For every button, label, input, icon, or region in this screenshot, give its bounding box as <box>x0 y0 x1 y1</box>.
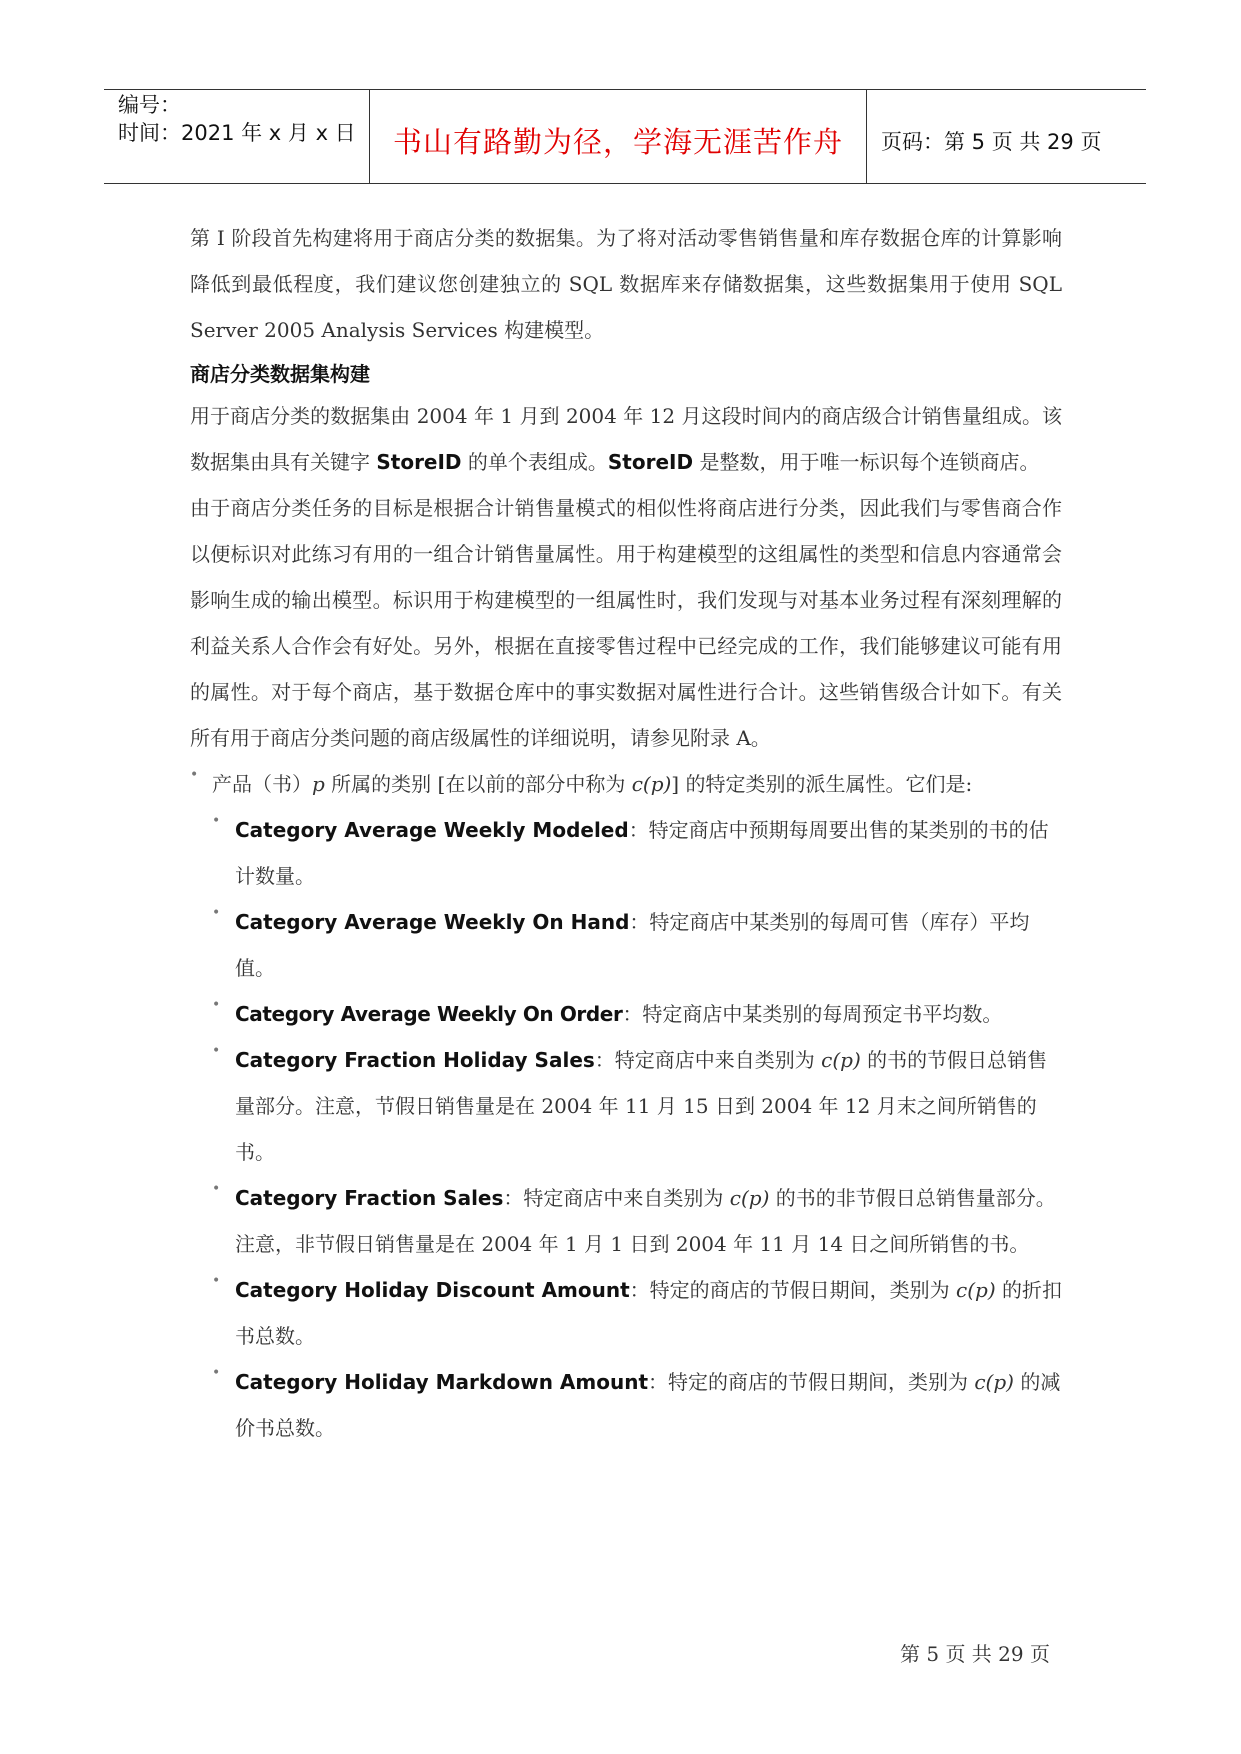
dataset-text-2: 的单个表组成。 <box>461 450 608 474</box>
bullet-icon: • <box>212 905 221 921</box>
attribute-term: Category Fraction Sales <box>235 1186 504 1210</box>
attribute-var-cp: c(p) <box>974 1370 1014 1394</box>
header-page-cell <box>867 90 1146 183</box>
attribute-desc-pre: ：特定的商店的节假日期间，类别为 <box>629 1278 957 1302</box>
storeid-key-2: StoreID <box>607 450 694 474</box>
bullet-var-cp: c(p) <box>631 772 672 796</box>
header-meta-cell <box>104 90 367 183</box>
list-item <box>190 1359 1062 1451</box>
attribute-var-cp: c(p) <box>729 1186 770 1210</box>
bullet-icon: • <box>212 1365 221 1381</box>
attribute-var-cp: c(p) <box>821 1048 861 1072</box>
attribute-desc-pre: ：特定的商店的节假日期间，类别为 <box>648 1370 975 1394</box>
attribute-desc-post: 的折扣书总数。 <box>235 1278 1062 1348</box>
bullet-icon: • <box>212 813 221 829</box>
bullet-text-3: ] 的特定类别的派生属性。它们是: <box>671 772 973 796</box>
list-item <box>190 1037 1062 1175</box>
attribute-desc: ：特定商店中某类别的每周预定书平均数。 <box>622 1002 1003 1026</box>
page-header <box>104 89 1146 184</box>
list-item-category-attributes <box>190 761 1062 807</box>
section-heading: 商店分类数据集构建 <box>190 362 370 386</box>
attribute-desc: ：特定商店中某类别的每周可售（库存）平均值。 <box>235 910 1030 980</box>
bullet-var-p: p <box>312 772 325 796</box>
bullet-text-2: 所属的类别 [在以前的部分中称为 <box>324 772 632 796</box>
dataset-text-1: 用于商店分类的数据集由 2004 年 1 月到 2004 年 12 月这段时间内的商店级合计销售量组成。该数据集由具有关键字 <box>190 404 1062 474</box>
list-item <box>190 1267 1062 1359</box>
list-item <box>190 899 1062 991</box>
number-label: 编号： <box>118 93 181 117</box>
intro-paragraph: 第 I 阶段首先构建将用于商店分类的数据集。为了将对活动零售销售量和库存数据仓库的计算影响降低到最低程度，我们建议您创建独立的 SQL 数据库来存储数据集，这些数据集用于使用 SQL Server 2005 Analysis Services 构建模型。 <box>190 226 1062 342</box>
page-label: 页码：第 5 页 共 29 页 <box>881 130 1102 154</box>
list-item <box>190 1175 1062 1267</box>
storeid-key-1: StoreID <box>376 450 462 474</box>
attribute-term: Category Average Weekly On Order <box>235 1002 623 1026</box>
dataset-text-3: 是整数，用于唯一标识每个连锁商店。 <box>693 450 1040 474</box>
dataset-paragraph <box>190 393 1062 485</box>
bullet-icon: • <box>212 997 221 1013</box>
attribute-desc: ：特定商店中预期每周要出售的某类别的书的估计数量。 <box>235 818 1049 888</box>
list-item <box>190 807 1062 899</box>
attribute-desc-post: 的书的非节假日总销售量部分。注意，非节假日销售量是在 2004 年 1 月 1 日到 2004 年 11 月 14 日之间所销售的书。 <box>235 1186 1056 1256</box>
bullet-text-1: 产品（书） <box>212 772 312 796</box>
document-body <box>190 215 1062 1451</box>
attribute-var-cp: c(p) <box>956 1278 996 1302</box>
bullet-icon: • <box>212 1181 221 1197</box>
bullet-icon: • <box>212 1273 221 1289</box>
header-motto-cell <box>369 90 867 183</box>
attribute-term: Category Holiday Discount Amount <box>235 1278 630 1302</box>
attribute-term: Category Average Weekly Modeled <box>235 818 629 842</box>
attribute-term: Category Holiday Markdown Amount <box>235 1370 648 1394</box>
page-footer: 第 5 页 共 29 页 <box>900 1642 1050 1666</box>
list-item <box>190 991 1062 1037</box>
attribute-desc-post: 的书的节假日总销售量部分。注意，节假日销售量是在 2004 年 11 月 15 日到 2004 年 12 月末之间所销售的书。 <box>235 1048 1048 1164</box>
time-label: 时间：2021 年 x 月 x 日 <box>118 121 356 145</box>
attribute-desc-pre: ：特定商店中来自类别为 <box>503 1186 730 1210</box>
attribute-desc-pre: ：特定商店中来自类别为 <box>594 1048 822 1072</box>
bullet-icon: • <box>190 767 199 783</box>
motto: 书山有路勤为径，学海无涯苦作舟 <box>392 125 843 159</box>
bullet-icon: • <box>212 1043 221 1059</box>
attribute-desc-post: 的减价书总数。 <box>235 1370 1061 1440</box>
attributes-paragraph: 由于商店分类任务的目标是根据合计销售量模式的相似性将商店进行分类，因此我们与零售商合作以便标识对此练习有用的一组合计销售量属性。用于构建模型的这组属性的类型和信息内容通常会影响生成的输出模型。标识用于构建模型的一组属性时，我们发现与对基本业务过程有深刻理解的利益关系人合作会有好处。另外，根据在直接零售过程中已经完成的工作，我们能够建议可能有用的属性。对于每个商店，基于数据仓库中的事实数据对属性进行合计。这些销售级合计如下。有关所有用于商店分类问题的商店级属性的详细说明，请参见附录 A。 <box>190 496 1062 750</box>
attribute-term: Category Fraction Holiday Sales <box>235 1048 595 1072</box>
attribute-term: Category Average Weekly On Hand <box>235 910 630 934</box>
